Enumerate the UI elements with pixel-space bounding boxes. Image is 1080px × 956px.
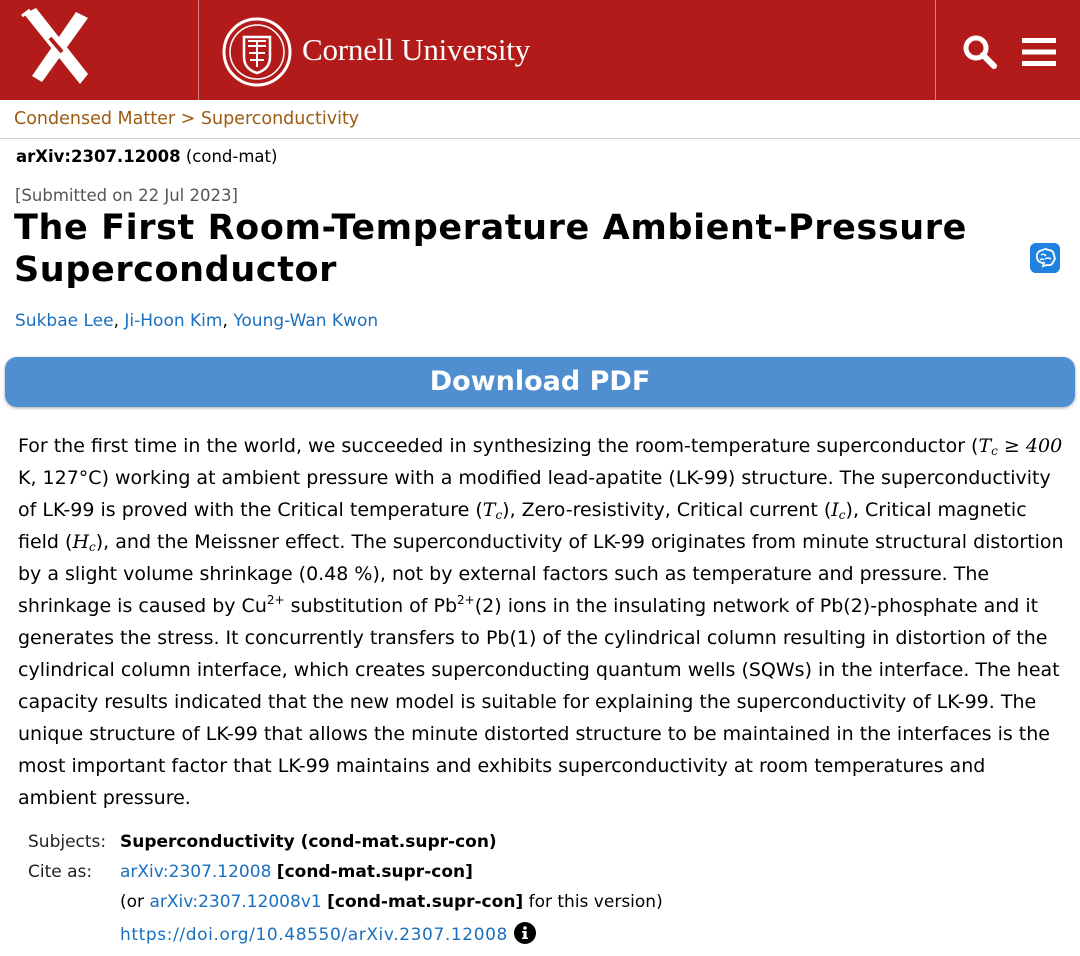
cite-arxiv-link[interactable]: arXiv:2307.12008 [120,862,272,882]
menu-icon[interactable] [1022,38,1056,66]
primary-category: (cond-mat) [185,147,278,166]
site-header [0,0,1080,100]
download-pdf-label: Download PDF [429,366,651,397]
author-list: Sukbae Lee, Ji-Hoon Kim, Young-Wan Kwon [15,311,379,331]
cornell-seal-icon[interactable] [222,17,292,87]
arxiv-identifier [16,147,277,166]
doi-link[interactable]: https://doi.org/10.48550/arXiv.2307.12008 [120,925,508,945]
subjects-label: Subjects: [28,832,107,852]
arxiv-logo-icon[interactable] [16,4,96,88]
info-icon[interactable] [514,922,536,944]
university-name[interactable]: Cornell University [302,32,531,67]
divider [0,138,1080,139]
submission-date: [Submitted on 22 Jul 2023] [15,186,238,205]
cite-line [120,862,473,882]
breadcrumb-superconductivity[interactable]: Superconductivity [200,109,360,129]
author-link[interactable]: Ji-Hoon Kim [124,311,223,331]
version-link[interactable]: arXiv:2307.12008v1 [149,892,322,912]
cite-category: [cond-mat.supr-con] [276,862,473,882]
abstract: For the first time in the world, we succeeded in synthesizing the room-temperature superconductor ($T_c \ge 400$ K, 127°C) working at ambient pressure with a modified lead-apatite (LK-99) structure. The superconductivity of LK-99 is proved with the Critical temperature $(T_c)$, Zero-resistivity, Critical current $(I_c)$, Critical magnetic field $(H_c)$, and the Meissner effect. The superconductivity of LK-99 originates from minute structural distortion by a slight volume shrinkage (0.48 %), not by external factors such as temperature and pressure. The shrinkage is caused by $Cu^{2+}$ substitution of $Pb^{2+}(2)$ ions in the insulating network of Pb(2)-phosphate and it generates the stress. It concurrently transfers to Pb(1) of the cylindrical column resulting in distortion of the cylindrical column interface, which creates superconducting quantum wells (SQWs) in the interface. The heat capacity results indicated that the new model is suitable for explaining the superconductivity of LK-99. The unique structure of LK-99 that allows the minute distorted structure to be maintained in the interfaces is the most important factor that LK-99 maintains and exhibits superconductivity at room temperatures and ambient pressure. [18,435,1064,809]
breadcrumb-separator: > [180,109,196,129]
download-pdf-button[interactable] [5,357,1075,407]
search-icon[interactable] [962,34,998,70]
author-link[interactable]: Sukbae Lee [15,311,114,331]
author-link[interactable]: Young-Wan Kwon [233,311,379,331]
subjects-value: Superconductivity (cond-mat.supr-con) [120,832,497,852]
doi-line [120,922,536,945]
brain-icon[interactable] [1030,243,1060,273]
page-title: The First Room-Temperature Ambient-Pressure Superconductor [14,208,968,290]
arxiv-id: arXiv:2307.12008 [16,147,181,166]
breadcrumb-condensed-matter[interactable]: Condensed Matter [14,109,176,129]
breadcrumb [14,109,359,129]
version-line: (or arXiv:2307.12008v1 [cond-mat.supr-con] for this version) [120,892,663,912]
cite-label: Cite as: [28,862,93,882]
